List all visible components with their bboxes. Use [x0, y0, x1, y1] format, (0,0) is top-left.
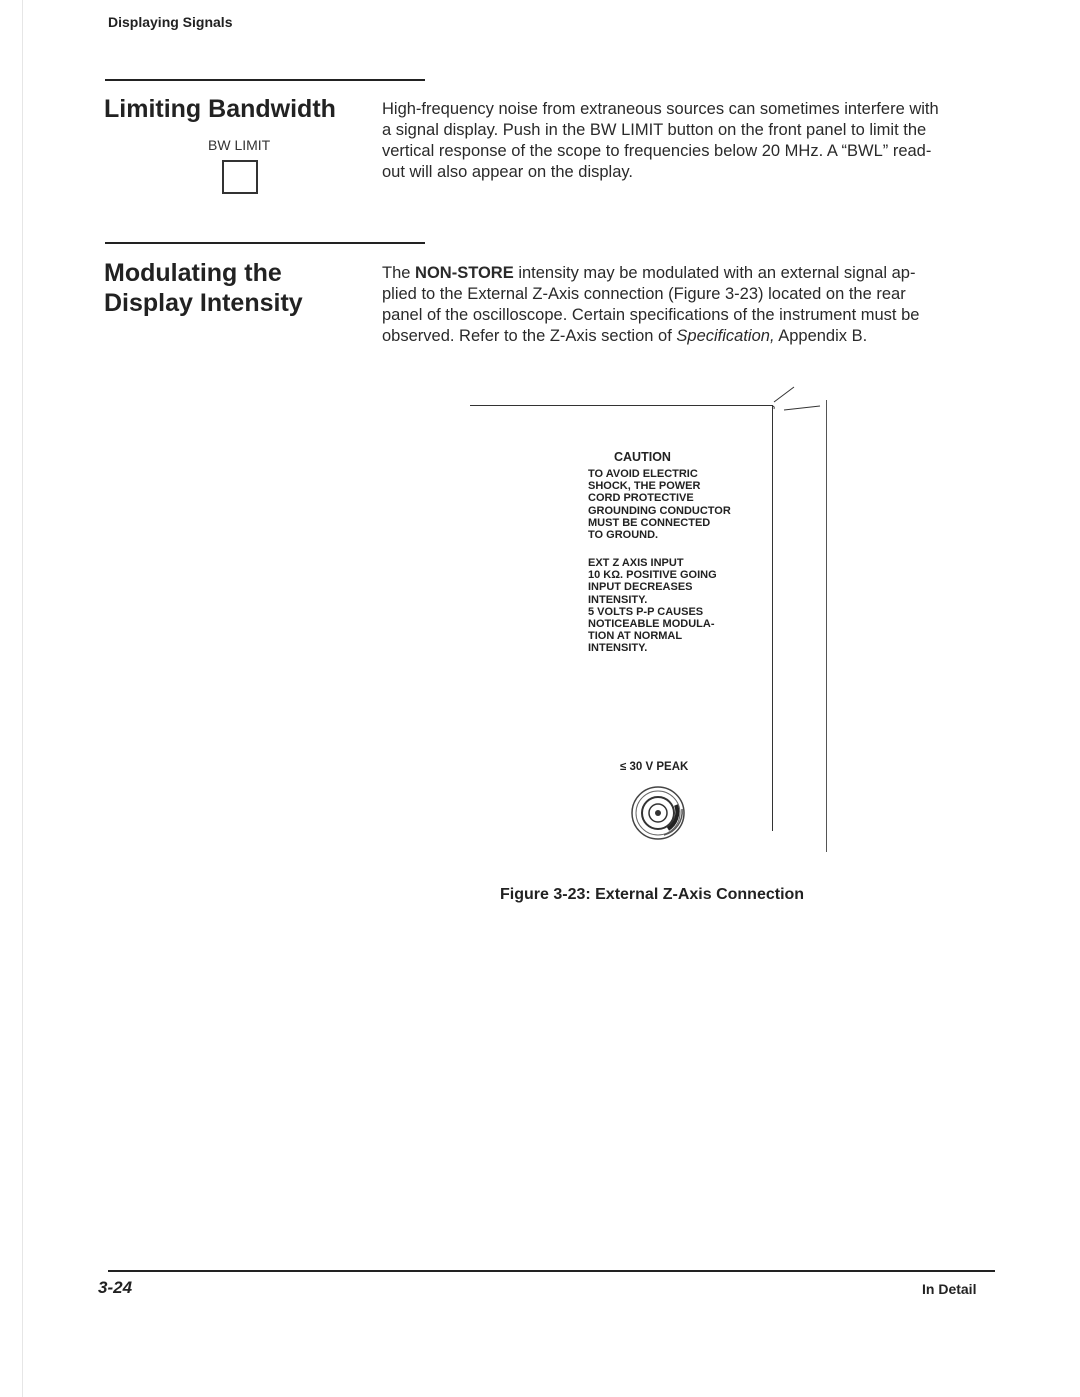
bandwidth-line-4: out will also appear on the display. — [382, 163, 634, 181]
heading-modulating — [104, 258, 303, 318]
bandwidth-paragraph — [382, 99, 992, 183]
heading-modulating-line2: Display Intensity — [104, 289, 303, 317]
running-header: Displaying Signals — [108, 14, 233, 30]
footer-rule — [108, 1270, 995, 1272]
modulating-line1-pre: The — [382, 264, 416, 282]
figure-caption: Figure 3-23: External Z-Axis Connection — [500, 886, 805, 903]
modulating-line4-post: Appendix B. — [774, 327, 868, 345]
caution-text: TO AVOID ELECTRIC SHOCK, THE POWER CORD PROTECTIVE GROUNDING CONDUCTOR MUST BE CONNECTED TO GROUND. — [588, 468, 731, 542]
modulating-line1-post: intensity may be modulated with an external signal ap- — [513, 264, 916, 282]
bandwidth-line-2: a signal display. Push in the BW LIMIT button on the front panel to limit the — [382, 121, 927, 139]
ext-z-axis-text: EXT Z AXIS INPUT 10 KΩ. POSITIVE GOING INPUT DECREASES INTENSITY. 5 VOLTS P-P CAUSES NOTICEABLE MODULA- TION AT NORMAL INTENSITY. — [588, 557, 717, 655]
modulating-line4-pre: observed. Refer to the Z-Axis section of — [382, 327, 677, 345]
page-number: 3-24 — [98, 1278, 133, 1297]
caution-title: CAUTION — [614, 450, 671, 464]
modulating-line-4 — [382, 326, 992, 347]
bw-limit-button-icon — [222, 160, 258, 194]
bnc-connector-icon — [630, 785, 686, 841]
modulating-line-3: panel of the oscilloscope. Certain specifications of the instrument must be — [382, 306, 920, 324]
modulating-line-2: plied to the External Z-Axis connection (Figure 3-23) located on the rear — [382, 285, 906, 303]
peak-voltage-label: ≤ 30 V PEAK — [620, 761, 689, 773]
panel-top-edge — [470, 405, 772, 406]
bw-limit-label: BW LIMIT — [208, 137, 271, 153]
scan-margin-line — [22, 0, 23, 1397]
modulating-paragraph — [382, 263, 992, 347]
specification-ref: Specification, — [676, 327, 775, 345]
section-rule-bandwidth — [105, 79, 425, 81]
panel-side-edge — [826, 400, 827, 852]
non-store-label: NON-STORE — [415, 264, 514, 282]
footer-section: In Detail — [922, 1281, 977, 1297]
heading-limiting-bandwidth: Limiting Bandwidth — [104, 95, 336, 123]
section-rule-modulating — [105, 242, 425, 244]
heading-modulating-line1: Modulating the — [104, 259, 282, 287]
modulating-line-1 — [382, 263, 992, 284]
panel-corner-perspective — [760, 385, 830, 415]
bandwidth-line-3: vertical response of the scope to frequencies below 20 MHz. A “BWL” read- — [382, 142, 932, 160]
bandwidth-line-1: High-frequency noise from extraneous sources can sometimes interfere with — [382, 100, 939, 118]
